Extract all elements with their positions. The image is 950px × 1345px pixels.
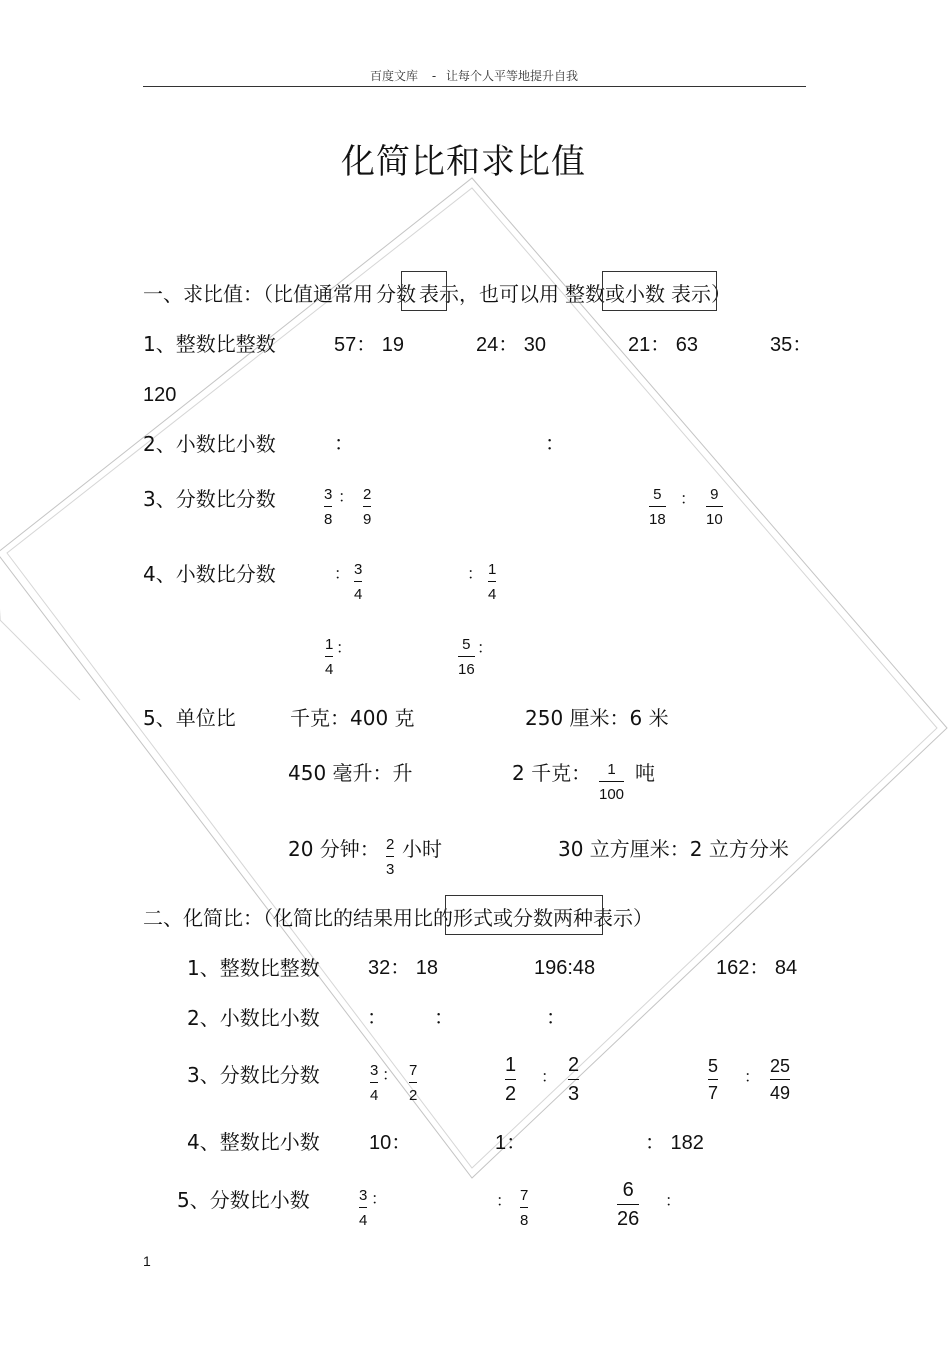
p1-row3-colon-b: ： (680, 491, 697, 508)
p2-row3-colon-a: ： (382, 1067, 399, 1084)
numerator: 2 (386, 836, 395, 853)
p2-row4-label: 4、整数比小数 (187, 1130, 320, 1154)
p1-row4-label: 4、小数比分数 (143, 562, 276, 586)
p1-row1-c: 21： 63 (628, 334, 699, 356)
numerator: 5 (653, 486, 662, 503)
p2-row3-frac-b1 (505, 1055, 516, 1104)
p1-row3-colon-a: ： (338, 489, 355, 506)
p2-row2-colon-b: ： (434, 1007, 454, 1029)
p2-row4-b: 1： (495, 1132, 527, 1154)
denominator: 4 (370, 1087, 379, 1104)
denominator: 7 (708, 1083, 719, 1103)
p1-row4-colon-c: ： (336, 640, 353, 657)
denominator: 8 (520, 1212, 529, 1229)
p2-row1-label: 1、整数比整数 (187, 956, 320, 980)
numerator: 1 (505, 1054, 517, 1076)
p1-row4-frac-b (488, 562, 496, 602)
numerator: 6 (622, 1179, 634, 1201)
p1-row2-a: ： (334, 433, 354, 455)
denominator: 10 (706, 511, 723, 528)
p1-row1-label: 1、整数比整数 (143, 332, 276, 356)
denominator: 100 (599, 786, 625, 803)
p2-row5-frac-c (617, 1180, 639, 1229)
header-site: 百度文库 (370, 69, 419, 83)
part1-box1: 分数 (376, 282, 416, 306)
p2-row2-label: 2、小数比小数 (187, 1006, 320, 1030)
p2-row5-colon-b: ： (496, 1193, 513, 1210)
p1-row4-colon-d: ： (477, 640, 494, 657)
p2-row5-frac-a (359, 1188, 367, 1228)
denominator: 26 (617, 1208, 640, 1230)
p1-row5-c: 450 毫升：升 (288, 761, 413, 785)
p2-row1-b: 196:48 (534, 957, 596, 979)
part1-heading-pre: 一、求比值：（比值通常用 (143, 282, 373, 306)
p1-row5-d-pre: 2 千克： (512, 761, 592, 785)
denominator: 4 (325, 661, 334, 678)
p1-row2-b: ： (545, 433, 565, 455)
numerator: 3 (370, 1062, 379, 1079)
denominator: 3 (386, 861, 395, 878)
p2-row3-frac-c1 (708, 1057, 718, 1102)
numerator: 25 (770, 1056, 791, 1076)
denominator: 3 (568, 1083, 580, 1105)
denominator: 2 (505, 1083, 517, 1105)
p1-row2-label: 2、小数比小数 (143, 432, 276, 456)
numerator: 7 (409, 1062, 418, 1079)
header-sep: - (431, 69, 437, 83)
denominator: 16 (458, 661, 475, 678)
numerator: 2 (568, 1054, 580, 1076)
part1-heading-post: 表示） (671, 282, 731, 306)
denominator: 49 (770, 1083, 791, 1103)
numerator: 3 (324, 486, 333, 503)
p2-row3-colon-b: ： (541, 1069, 558, 1086)
numerator: 3 (354, 561, 363, 578)
p2-row3-frac-b2 (568, 1055, 579, 1104)
p1-row4-colon-b: ： (467, 566, 484, 583)
p1-row5-frac-e (386, 837, 394, 877)
p1-row3-frac-a1 (324, 487, 332, 527)
p2-row5-label: 5、分数比小数 (177, 1188, 310, 1212)
p1-row5-frac-d (599, 762, 624, 802)
p1-row3-frac-b1 (649, 487, 666, 527)
numerator: 2 (363, 486, 372, 503)
part1-box1-frame (401, 271, 447, 311)
numerator: 5 (462, 636, 471, 653)
part2-box-frame (445, 895, 603, 935)
denominator: 8 (324, 511, 333, 528)
page-number: 1 (143, 1253, 151, 1269)
p2-row2-colon-a: ： (367, 1007, 387, 1029)
p1-row4-frac-c (325, 637, 333, 677)
part2-heading-post: 种表示） (573, 906, 653, 930)
header-slogan: 让每个人平等地提升自我 (446, 69, 579, 83)
denominator: 4 (488, 586, 497, 603)
p2-row3-colon-c: ： (744, 1069, 761, 1086)
p1-row1-d: 35： (770, 334, 813, 356)
p2-row2-colon-c: ： (546, 1007, 566, 1029)
numerator: 3 (359, 1187, 368, 1204)
page-title: 化简比和求比值 (341, 142, 586, 182)
p1-row3-frac-a2 (363, 487, 371, 527)
p2-row3-label: 3、分数比分数 (187, 1063, 320, 1087)
numerator: 9 (710, 486, 719, 503)
p1-row4-frac-d (458, 637, 475, 677)
p2-row1-a: 32： 18 (368, 957, 439, 979)
header (370, 67, 578, 84)
p2-row4-a: 10： (369, 1132, 412, 1154)
p1-row5-a: 千克：400 克 (290, 706, 415, 730)
numerator: 1 (325, 636, 334, 653)
p1-row3-frac-b2 (706, 487, 723, 527)
denominator: 4 (354, 586, 363, 603)
p1-row5-e-post: 小时 (402, 837, 442, 861)
part2-box: 比的形式或分数两 (413, 906, 573, 930)
p1-row5-f: 30 立方厘米：2 立方分米 (558, 837, 789, 861)
p2-row3-frac-a2 (409, 1063, 417, 1103)
p2-row5-colon-c: ： (665, 1193, 682, 1210)
p1-row1-a: 57： 19 (334, 334, 405, 356)
p2-row1-c: 162： 84 (716, 957, 798, 979)
p1-row3-label: 3、分数比分数 (143, 487, 276, 511)
p1-row5-d-post: 吨 (635, 761, 655, 785)
p2-row3-frac-a1 (370, 1063, 378, 1103)
p1-row5-label: 5、单位比 (143, 706, 236, 730)
p2-row3-frac-c2 (770, 1057, 790, 1102)
numerator: 1 (607, 761, 616, 778)
part1-box2-frame (602, 271, 717, 311)
p2-row4-c: ： 182 (645, 1132, 704, 1154)
denominator: 4 (359, 1212, 368, 1229)
p1-row4-frac-a (354, 562, 362, 602)
p1-row5-e-pre: 20 分钟： (288, 837, 380, 861)
denominator: 9 (363, 511, 372, 528)
p2-row5-colon-a: ： (371, 1191, 388, 1208)
part2-heading-pre: 二、化简比：（化简比的结果用 (143, 906, 413, 930)
numerator: 1 (488, 561, 497, 578)
denominator: 18 (649, 511, 666, 528)
header-rule (143, 86, 806, 87)
part1-heading-mid: 表示，也可以用 (419, 282, 559, 306)
p1-row5-b: 250 厘米：6 米 (525, 706, 669, 730)
p1-row4-colon-a: ： (334, 566, 351, 583)
p1-row1-d-wrap: 120 (143, 384, 177, 406)
p2-row5-frac-b (520, 1188, 528, 1228)
numerator: 5 (708, 1056, 719, 1076)
p1-row1-b: 24： 30 (476, 334, 547, 356)
part1-box2: 整数或小数 (565, 282, 665, 306)
numerator: 7 (520, 1187, 529, 1204)
denominator: 2 (409, 1087, 418, 1104)
